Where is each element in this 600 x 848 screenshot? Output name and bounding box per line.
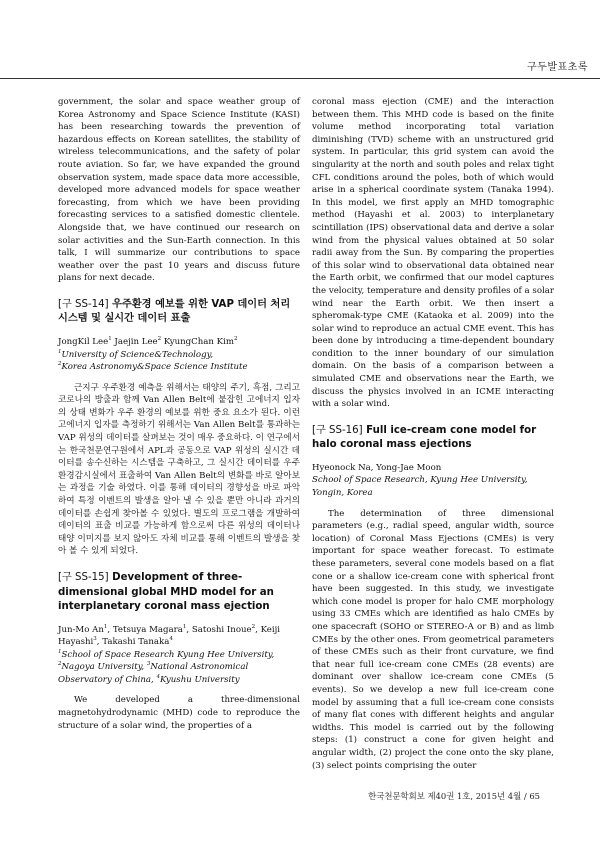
abstract-code: [구 SS-15]: [58, 572, 109, 583]
abstract-body: 근지구 우주환경 예측을 위해서는 태양의 주기, 흑점, 그리고 코로나의 방출과 함께 Van Allen Belt에 붙잡힌 고에너지 입자의 상태 변화가 우주 환경의 예보를 위한 중요 요소가 된다. 이런 고에너지 입자를 측정하기 위해서는 Van Allen Belt를 통과하는 VAP 위성의 데이터를 살펴보는 것이 매우 중요하다. 이 연구에서는 한국천문연구원에서 APL과 공동으로 VAP 위성의 실시간 데이터를 송수신하는 시스템을 구축하고, 그 실시간 데이터를 우주환경감시실에서 표출하여 Van Allen Belt의 변화를 바로 알아보는 과정을 기술 하였다. 이를 통해 데이터의 경향성을 바로 파악하여 특정 이벤트의 발생을 알아 낼 수 있을 뿐만 아니라 과거의 데이터를 손쉽게 찾아볼 수 있었다. 별도의 프로그램을 개발하여 데이터의 표출 비교를 가능하게 함으로써 다른 위성의 데이터나 태양 이미지를 보지 않아도 자체 비교를 통해 이벤트의 발생을 찾아 볼 수 있게 되었다.: [58, 382, 300, 557]
section-tag: 구두발표초록: [527, 62, 588, 73]
page-footer-citation: 한국천문학회보 제40권 1호, 2015년 4월 / 65: [368, 791, 540, 801]
abstract-title-text: 우주환경 예보를 위한 VAP 데이터 처리 시스템 및 실시간 데이터 표출: [58, 298, 291, 325]
abstract-authors: JongKil Lee$^1$ Jaejin Lee$^2$ KyungChan Kim$^2$: [58, 336, 238, 347]
abstract-title-ss14: [58, 298, 300, 327]
abstract-authors: Hyeonock Na, Yong-Jae Moon: [312, 462, 442, 473]
abstract-code: [구 SS-14]: [58, 298, 109, 310]
left-column: [58, 96, 300, 732]
abstract-body: The determination of three dimensional parameters (e.g., radial speed, angular width, source location) of Coronal Mass Ejections (CMEs) is very important for space weather forecast. To estimate these parameters, several cone models based on a flat cone or a shallow ice-cream cone with spherical front have been suggested. In this study, we investigate which cone model is proper for halo CME morphology using 33 CMEs which are identified as halo CMEs by one spacecraft (SOHO or STEREO-A or B) and as limb CMEs by the other ones. From geometrical parameters of these CMEs such as their front curvature, we find that near full ice-cream cone CMEs (28 events) are dominant over shallow ice-cream cone CMEs (5 events). So we develop a new full ice-cream cone model by assuming that a full ice-cream cone consists of many flat cones with different heights and angular widths. This model is carried out by the following steps: (1) construct a cone for given height and angular width, (2) project the cone onto the sky plane, (3) select points comprising the outer: [312, 508, 554, 771]
continued-abstract-text: coronal mass ejection (CME) and the interaction between them. This MHD code is based on the finite volume method incorporating total variation diminishing (TVD) scheme with an unstructured grid system. In particular, this grid system can avoid the singularity at the north and south poles and relax tight CFL conditions around the poles, both of which would arise in a spherical coordinate system (Tanaka 1994). In this model, we first apply an MHD tomographic method (Hayashi et al. 2003) to interplanetary scintillation (IPS) observational data and derive a solar wind from the physical values obtained at 50 solar radii away from the Sun. By comparing the properties of this solar wind to observational data obtained near the Earth orbit, we confirmed that our model captures the velocity, temperature and density profiles of a solar wind near the Earth orbit. We then insert a spheromak-type CME (Kataoka et al. 2009) into the solar wind to reproduce an actual CME event. This has been done by introducing a time-dependent boundary condition to the inner boundary of our simulation domain. On the basis of a comparison between a simulated CME and observations near the Earth, we discuss the physics involved in an ICME interacting with a solar wind.: [312, 97, 554, 410]
abstract-title-ss16: [312, 424, 554, 453]
abstract-authors: Jun-Mo An$^1$, Tetsuya Magara$^1$, Satoshi Inoue$^2$, Keiji Hayashi$^3$, Takashi Tanaka$^4$: [58, 623, 281, 648]
abstract-code: [구 SS-16]: [312, 424, 363, 436]
abstract-title-text: Development of three-dimensional global MHD model for an interplanetary coronal mass ejection: [58, 572, 274, 612]
abstract-affiliations: $^1$School of Space Research Kyung Hee University, $^2$Nagoya University, $^3$National Astronomical Observatory of China, $^4$Kyushu University: [58, 648, 275, 685]
right-column: [312, 96, 554, 772]
abstract-affiliations: School of Space Research, Kyung Hee University, Yongin, Korea: [312, 475, 528, 499]
abstract-title-text: Full ice-cream cone model for halo coronal mass ejections: [312, 424, 537, 451]
header-rule: [0, 78, 600, 79]
abstract-title-ss15: [58, 571, 300, 615]
abstract-body: We developed a three-dimensional magnetohydrodynamic (MHD) code to reproduce the structure of a solar wind, the properties of a: [58, 695, 300, 731]
abstract-affiliations: $^1$University of Science&Technology, $^2$Korea Astronomy&Space Science Institute: [58, 348, 248, 373]
continued-abstract-text: government, the solar and space weather group of Korea Astronomy and Space Science Institute (KASI) has been researching towards the prevention of hazardous effects on Korean satellites, the stability of wireless telecommunications, and the safety of polar route aviation. So far, we have expanded the ground observation system, made space data more accessible, developed more advanced models for space weather forecasting, from which we have been providing forecasting services to a satisfied domestic clientele. Alongside that, we have continued our research on solar activities and the Sun-Earth connection. In this talk, I will summarize our contributions to space weather over the past 10 years and discuss future plans for next decade.: [58, 97, 300, 284]
